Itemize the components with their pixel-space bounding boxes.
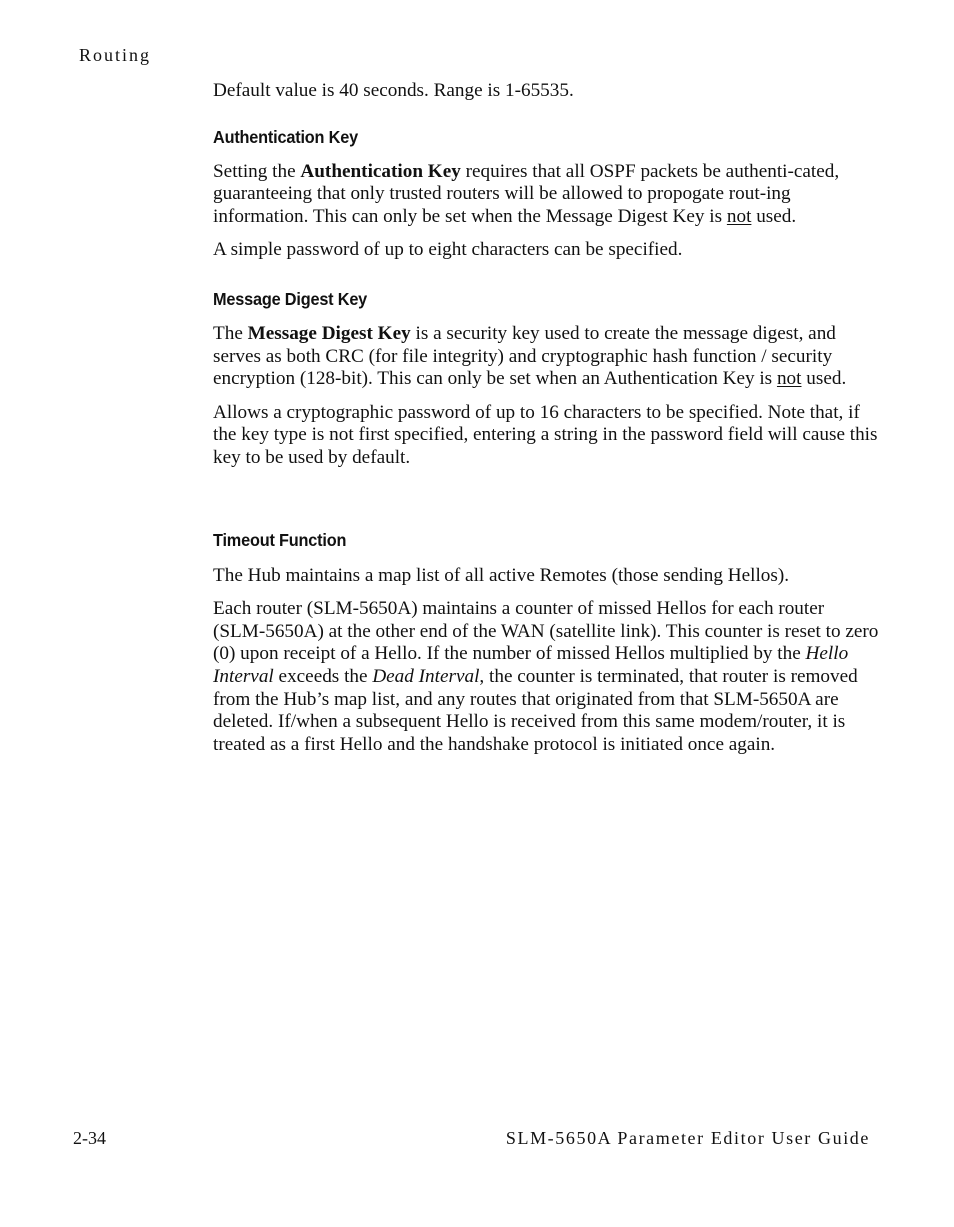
dead-interval-term: Dead Interval (372, 665, 480, 687)
md-term: Message Digest Key (247, 322, 411, 344)
intro-paragraph: Default value is 40 seconds. Range is 1-65535. (213, 80, 574, 101)
md-underline: not (776, 368, 802, 390)
auth-underline: not (726, 205, 752, 227)
hello-interval-term: Hello Interval (213, 643, 849, 687)
page-number: 2-34 (73, 1128, 106, 1148)
heading-authentication-key: Authentication Key (213, 126, 358, 147)
auth-term: Authentication Key (300, 160, 461, 182)
md-paragraph-1: The Message Digest Key is a security key used to create the message digest, and serves as both CRC (for file integrity) and cryptographic hash function / security encryption (128-bit). This can only be set when an Authentication Key is not used. (213, 322, 847, 390)
md-paragraph-2: Allows a cryptographic password of up to 16 characters to be specified. Note that, if the key type is not first specified, entering a string in the password field will cause this key to be used by default. (213, 401, 878, 468)
page-content (213, 80, 881, 756)
timeout-paragraph-2: Each router (SLM-5650A) maintains a counter of missed Hellos for each router (SLM-5650A) at the other end of the WAN (satellite link). This counter is reset to zero (0) upon receipt of a Hello. If the number of missed Hellos multiplied by the Hello Interval exceeds the Dead Interval, the counter is terminated, that router is removed from the Hub’s map list, and any routes that originated from that SLM-5650A are deleted. If/when a subsequent Hello is received from this same modem/router, it is treated as a first Hello and the handshake protocol is initiated once again. (213, 598, 879, 755)
running-header: Routing (79, 45, 152, 65)
heading-message-digest-key: Message Digest Key (213, 288, 368, 309)
auth-paragraph-1: Setting the Authentication Key requires that all OSPF packets be authenti-cated, guaranteeing that only trusted routers will be allowed to propogate rout-ing information. This can only be set when the Message Digest Key is not used. (213, 160, 840, 227)
heading-timeout-function: Timeout Function (213, 529, 347, 550)
footer-doc-title: SLM-5650A Parameter Editor User Guide (505, 1128, 870, 1148)
timeout-paragraph-1: The Hub maintains a map list of all active Remotes (those sending Hellos). (213, 564, 790, 586)
auth-paragraph-2: A simple password of up to eight characters can be specified. (213, 239, 683, 261)
